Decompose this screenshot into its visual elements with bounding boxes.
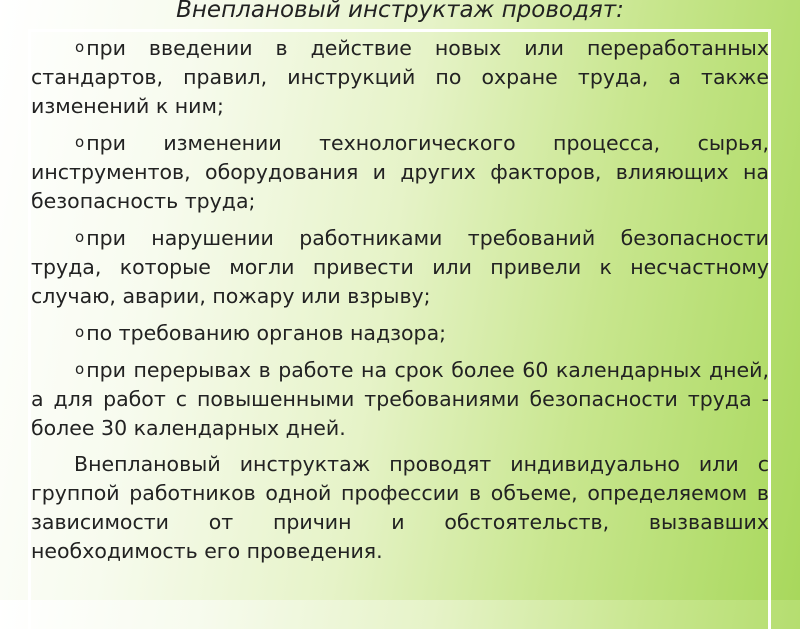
list-item bbox=[31, 223, 769, 311]
note-paragraph: Внеплановый инструктаж проводят индивидуально или с группой работников одной профессии в объеме, определяемом в зависимости от причин и обстоятельств, вызвавших необходимость его проведения. bbox=[31, 452, 769, 563]
list-item bbox=[31, 128, 769, 216]
list-item bbox=[31, 355, 769, 443]
list-item-text: по требованию органов надзора; bbox=[86, 321, 447, 345]
list-item-text: при перерывах в работе на срок более 60 календарных дней, а для работ с повышенными требованиями безопасности труда - более 30 календарных дней. bbox=[31, 358, 769, 440]
list-item-text: при введении в действие новых или переработанных стандартов, правил, инструкций по охране труда, а также изменений к ним; bbox=[31, 36, 769, 118]
circle-bullet-icon: o bbox=[75, 323, 85, 341]
circle-bullet-icon: o bbox=[75, 360, 85, 378]
circle-bullet-icon: o bbox=[75, 133, 85, 151]
list-item-text: при изменении технологического процесса, сырья, инструментов, оборудования и других факторов, влияющих на безопасность труда; bbox=[31, 131, 769, 213]
circle-bullet-icon: o bbox=[75, 228, 85, 246]
circle-bullet-icon: o bbox=[75, 38, 85, 56]
slide-content bbox=[31, 33, 769, 566]
list-item bbox=[31, 318, 769, 348]
slide-title: Внеплановый инструктаж проводят: bbox=[176, 0, 624, 23]
list-item-text: при нарушении работниками требований безопасности труда, которые могли привести или привели к несчастному случаю, аварии, пожару или взрыву; bbox=[31, 226, 769, 308]
list-item bbox=[31, 33, 769, 121]
